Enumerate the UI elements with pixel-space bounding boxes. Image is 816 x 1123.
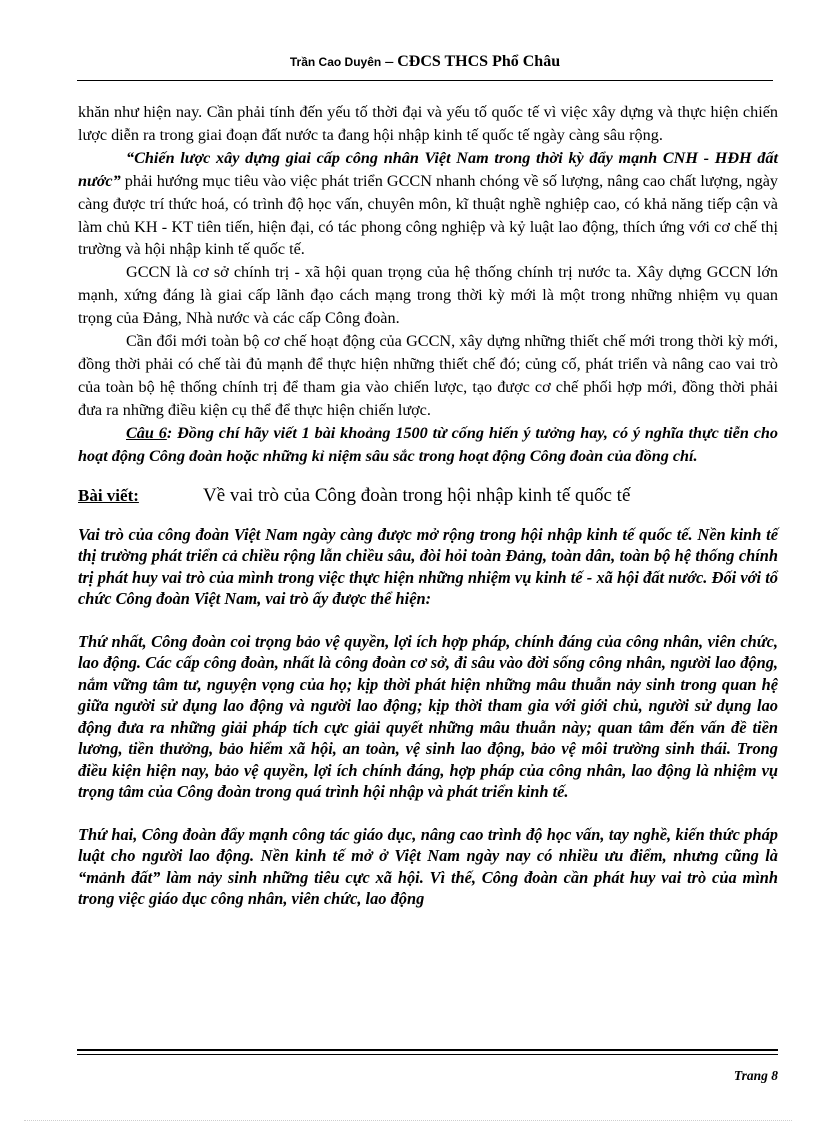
header-school: CĐCS THCS Phổ Châu [397, 53, 561, 70]
article-title: Về vai trò của Công đoàn trong hội nhập kinh tế quốc tế [203, 484, 631, 506]
header-dash: – [381, 53, 398, 70]
article-label: Bài viết: [78, 485, 139, 505]
article-point-first: Thứ nhất, Công đoàn coi trọng bảo vệ quyền, lợi ích hợp pháp, chính đáng của công nhân, viên chức, lao động. Các cấp công đoàn, nhất là công đoàn cơ sở, đi sâu vào đời sống công nhân, người lao động, nắm vững tâm tư, nguyện vọng của họ; kịp thời phát hiện những mâu thuẫn nảy sinh trong quan hệ giữa người sử dụng lao động và người lao động; kịp thời tham gia với giới chủ, người sử dụng lao động đưa ra những giải pháp tích cực giải quyết những mâu thuẫn này; quan tâm đến vấn đề tiền lương, tiền thưởng, bảo hiểm xã hội, an toàn, vệ sinh lao động, bảo vệ môi trường sinh thái. Trong điều kiện hiện nay, bảo vệ quyền, lợi ích chính đáng, hợp pháp của công nhân, lao động là nhiệm vụ trọng tâm của Công đoàn trong quá trình hội nhập và phát triển kinh tế. [78, 631, 778, 801]
strategy-text: phải hướng mục tiêu vào việc phát triển GCCN nhanh chóng về số lượng, nâng cao chất lượng, ngày càng được trí thức hoá, có trình độ học vấn, chuyên môn, kĩ thuật nghề nghiệp cao, có khả năng tiếp cận và làm chủ KH - KT tiên tiến, hiện đại, có tác phong công nghiệp và kỷ luật lao động, thích ứng với cơ chế thị trường và hội nhập kinh tế quốc tế. [78, 171, 778, 259]
question-6 [78, 422, 778, 468]
header-divider [77, 80, 773, 81]
footer-divider-thick [77, 1049, 778, 1051]
paragraph-continuation: khăn như hiện nay. Cần phải tính đến yếu tố thời đại và yếu tố quốc tế vì việc xây dựng và thực hiện chiến lược diễn ra trong giai đoạn đất nước ta đang hội nhập kinh tế quốc tế ngày càng sâu rộng. [78, 103, 778, 144]
paragraph-strategy [78, 147, 778, 262]
question-text: Đồng chí hãy viết 1 bài khoảng 1500 từ cống hiến ý tưởng hay, có ý nghĩa thực tiễn cho hoạt động Công đoàn hoặc những kỉ niệm sâu sắc trong hoạt động Công đoàn của đồng chí. [78, 423, 778, 465]
header-author: Trần Cao Duyên [289, 55, 382, 69]
strategy-title: “Chiến lược xây dựng giai cấp công nhân Việt Nam trong thời kỳ đẩy mạnh CNH - HĐH đất nước” [78, 148, 778, 190]
page-header [77, 51, 773, 73]
footer-divider-thin [77, 1054, 778, 1055]
article-heading [78, 482, 778, 510]
page-bottom-edge [24, 1120, 792, 1121]
page-number: Trang 8 [733, 1068, 778, 1083]
paragraph-reform: Cần đổi mới toàn bộ cơ chế hoạt động của GCCN, xây dựng những thiết chế mới trong thời kỳ mới, đồng thời phải có chế tài đủ mạnh để thực hiện những thiết chế đó; củng cố, phát triển và nâng cao vai trò của toàn bộ hệ thống chính trị để tham gia vào chiến lược, tạo được cơ chế phối hợp mới, đồng thời phải đưa ra những điều kiện cụ thể để thực hiện chiến lược. [78, 332, 778, 419]
article-point-second: Thứ hai, Công đoàn đẩy mạnh công tác giáo dục, nâng cao trình độ học vấn, tay nghề, kiến thức pháp luật cho người lao động. Nền kinh tế mở ở Việt Nam ngày nay có nhiều ưu điểm, nhưng cũng là “mảnh đất” làm nảy sinh những tiêu cực xã hội. Vì thế, Công đoàn cần phát huy vai trò của mình trong việc giáo dục công nhân, viên chức, lao động [78, 824, 778, 908]
paragraph-gap [78, 803, 778, 824]
paragraph-gap [78, 610, 778, 631]
paragraph-gccn: GCCN là cơ sở chính trị - xã hội quan trọng của hệ thống chính trị nước ta. Xây dựng GCCN lớn mạnh, xứng đáng là giai cấp lãnh đạo cách mạng trong thời kỳ mới là một trong những nhiệm vụ quan trọng của Đảng, Nhà nước và các cấp Công đoàn. [78, 263, 778, 328]
question-colon: : [166, 423, 178, 442]
page-body [78, 101, 778, 910]
question-label: Câu 6 [126, 423, 167, 442]
article-intro: Vai trò của công đoàn Việt Nam ngày càng được mở rộng trong hội nhập kinh tế quốc tế. Nền kinh tế thị trường phát triển cả chiều rộng lẫn chiều sâu, đòi hỏi toàn Đảng, toàn dân, toàn bộ hệ thống chính trị phát huy vai trò của mình trong việc thực hiện những nhiệm vụ kinh tế - xã hội đất nước. Đối với tổ chức Công đoàn Việt Nam, vai trò ấy được thể hiện: [78, 524, 778, 608]
